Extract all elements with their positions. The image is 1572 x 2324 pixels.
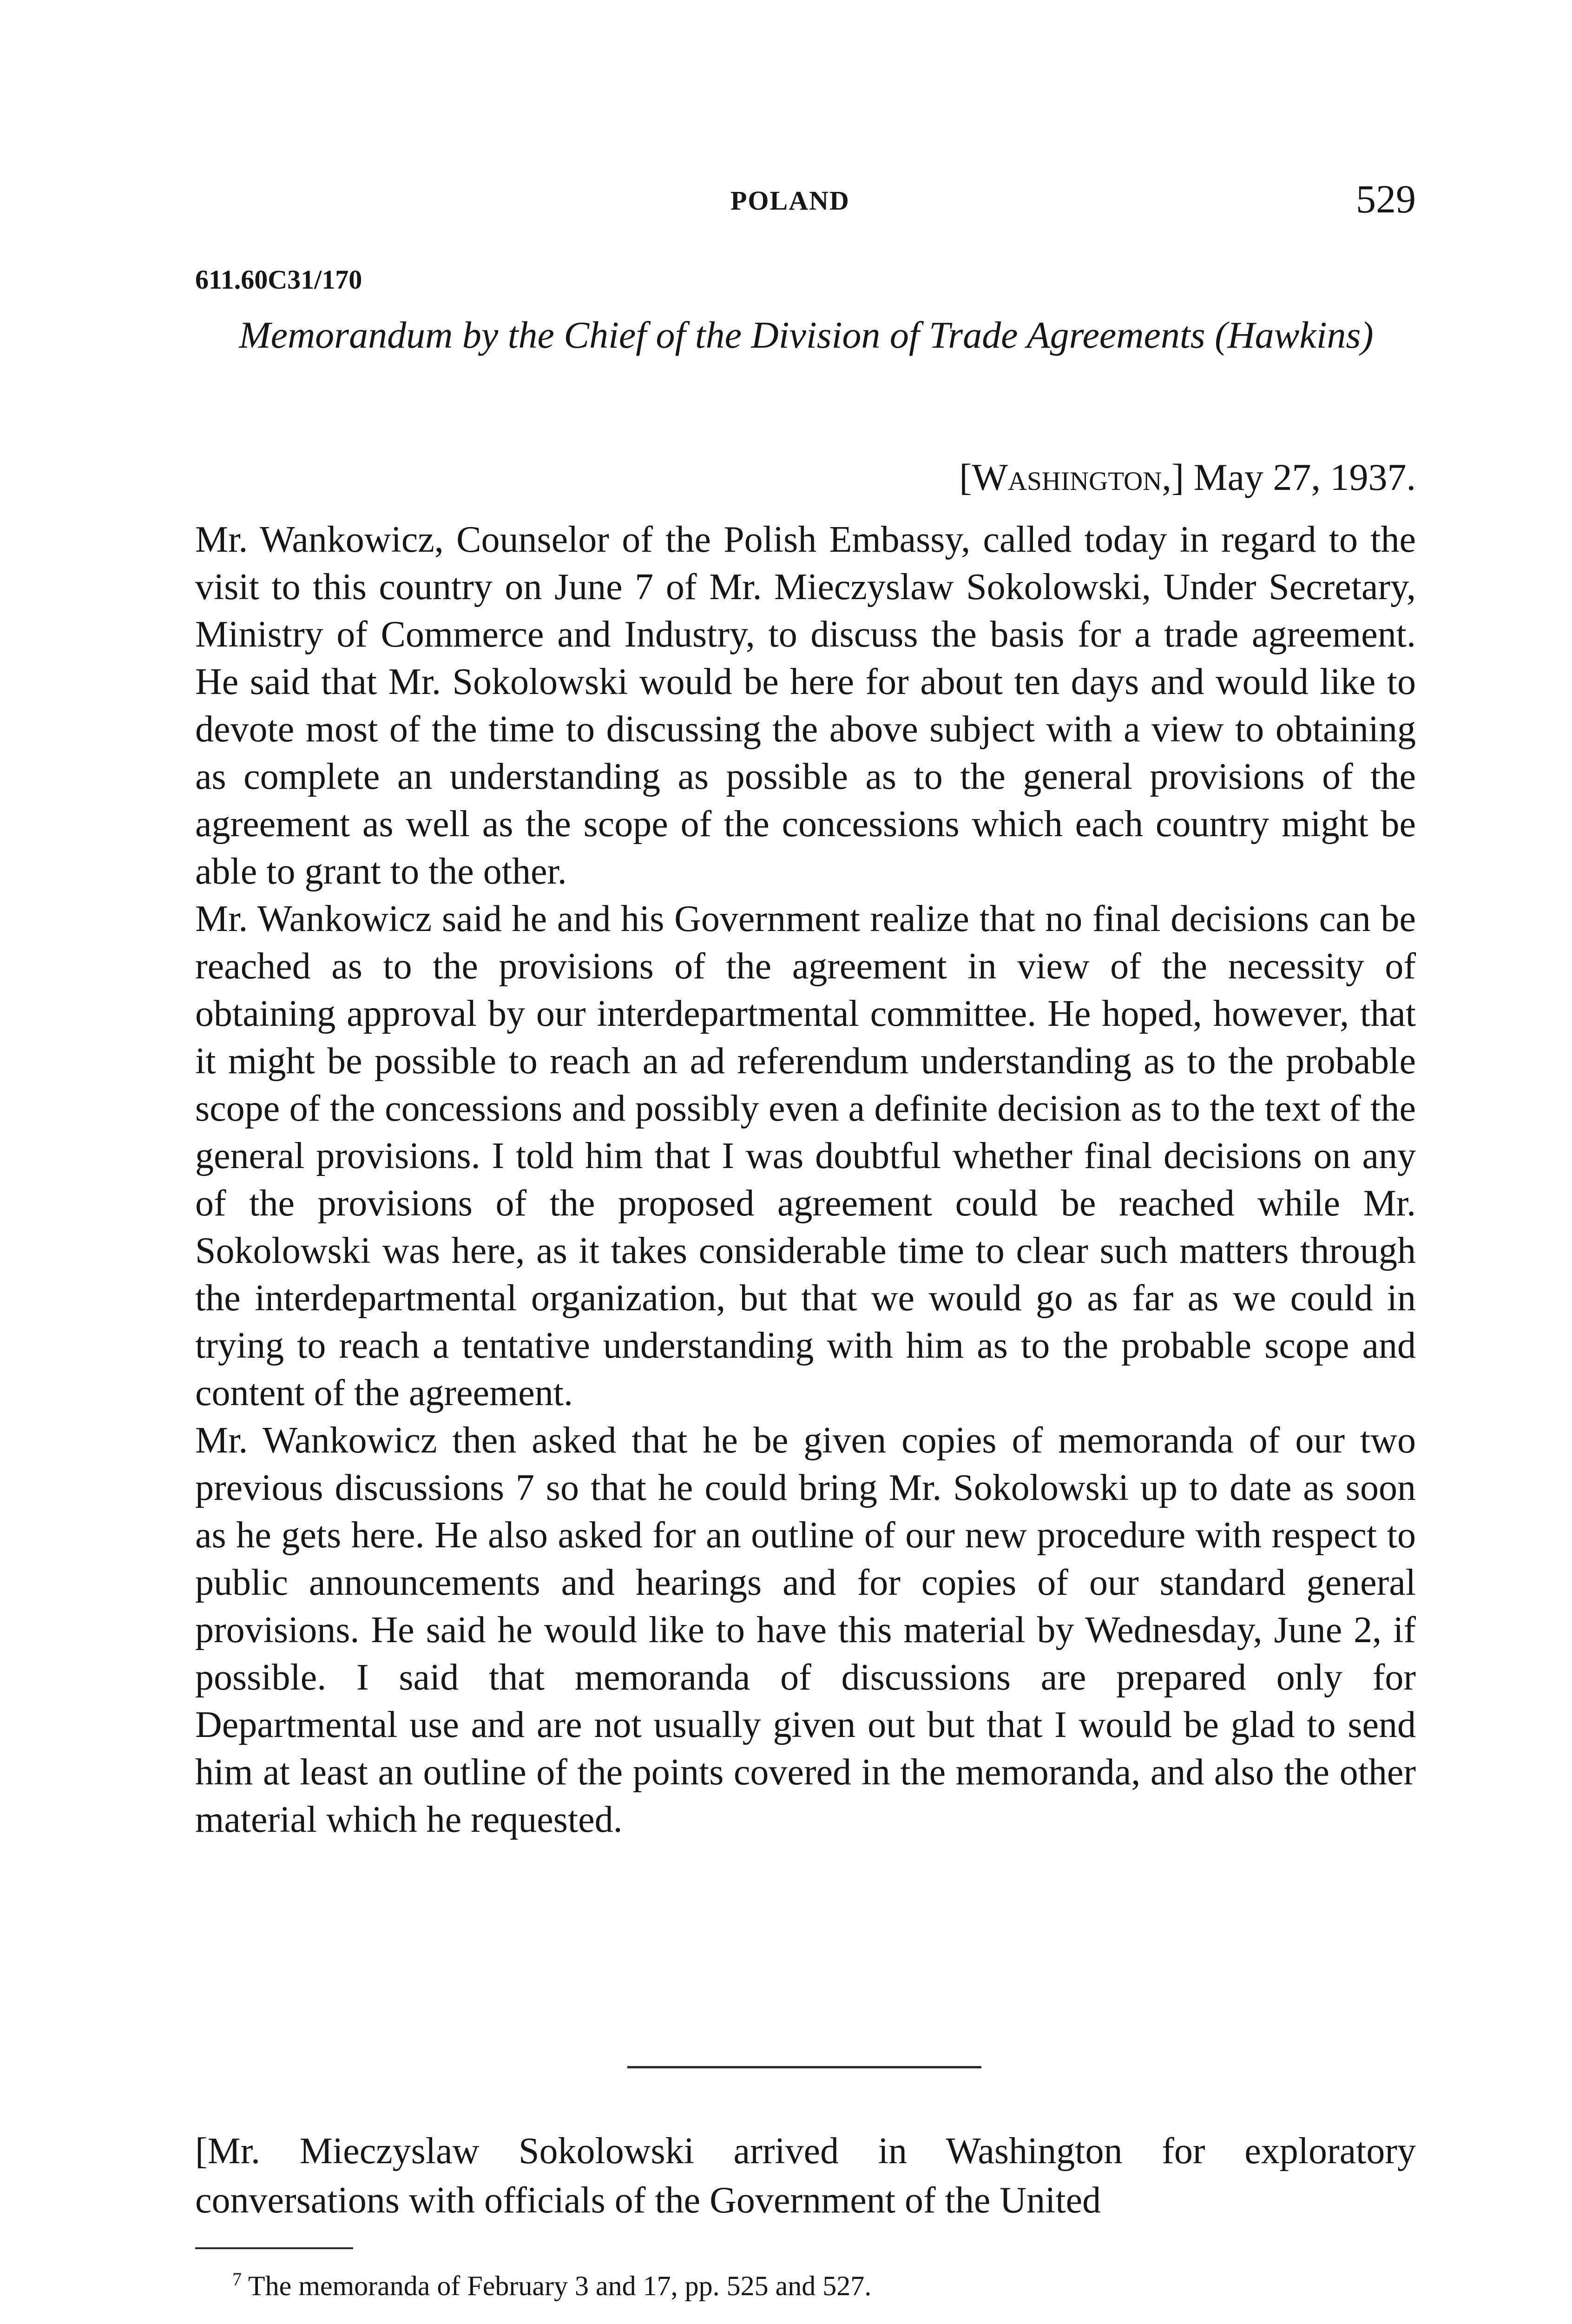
document-title: Memorandum by the Chief of the Division of Trade Agreements (Hawkins) <box>239 314 1374 356</box>
paragraph-1: Mr. Wankowicz, Counselor of the Polish Embassy, called today in regard to the visit to this country on June 7 of Mr. Mieczyslaw Sokolowski, Under Secretary, Ministry of Commerce and Industry, to discuss the basis for a trade agreement. He said that Mr. Sokolowski would be here for about ten days and would like to devote most of the time to discussing the above subject with a view to obtaining as complete an understanding as possible as to the general provisions of the agreement as well as the scope of the concessions which each country might be able to grant to the other. <box>195 519 1416 892</box>
footnote-rule <box>195 2247 353 2249</box>
running-header: POLAND <box>730 185 850 216</box>
file-number: 611.60C31/170 <box>195 264 362 295</box>
footnote-text: The memoranda of February 3 and 17, pp. 525 and 527. <box>248 2271 872 2301</box>
section-divider <box>627 2066 981 2068</box>
dateline <box>959 456 1416 499</box>
dateline-place: [Washington,] <box>959 456 1184 498</box>
footnote-mark: 7 <box>232 2269 242 2290</box>
footnote <box>232 2268 871 2302</box>
editorial-note-paragraph: [Mr. Mieczyslaw Sokolowski arrived in Washington for exploratory conversations with officials of the Government of the United <box>195 2131 1416 2221</box>
memorandum-body <box>195 516 1416 1843</box>
paragraph-2: Mr. Wankowicz said he and his Government realize that no final decisions can be reached as to the provisions of the agreement in view of the necessity of obtaining approval by our interdepartmental committee. He hoped, however, that it might be possible to reach an ad referendum understanding as to the probable scope of the concessions and possibly even a definite decision as to the text of the general provisions. I told him that I was doubtful whether final decisions on any of the provisions of the proposed agreement could be reached while Mr. Sokolowski was here, as it takes considerable time to clear such matters through the interdepartmental organization, but that we would go as far as we could in trying to reach a tentative understanding with him as to the probable scope and content of the agreement. <box>195 898 1416 1413</box>
page-number: 529 <box>1356 177 1416 221</box>
dateline-date: May 27, 1937. <box>1193 456 1416 498</box>
paragraph-3: Mr. Wankowicz then asked that he be given copies of memoranda of our two previous discussions 7 so that he could bring Mr. Sokolowski up to date as soon as he gets here. He also asked for an outline of our new procedure with respect to public announcements and hearings and for copies of our standard general provisions. He said he would like to have this material by Wednesday, June 2, if possible. I said that memoranda of discussions are prepared only for Departmental use and are not usually given out but that I would be glad to send him at least an outline of the points covered in the memoranda, and also the other material which he requested. <box>195 1420 1416 1840</box>
